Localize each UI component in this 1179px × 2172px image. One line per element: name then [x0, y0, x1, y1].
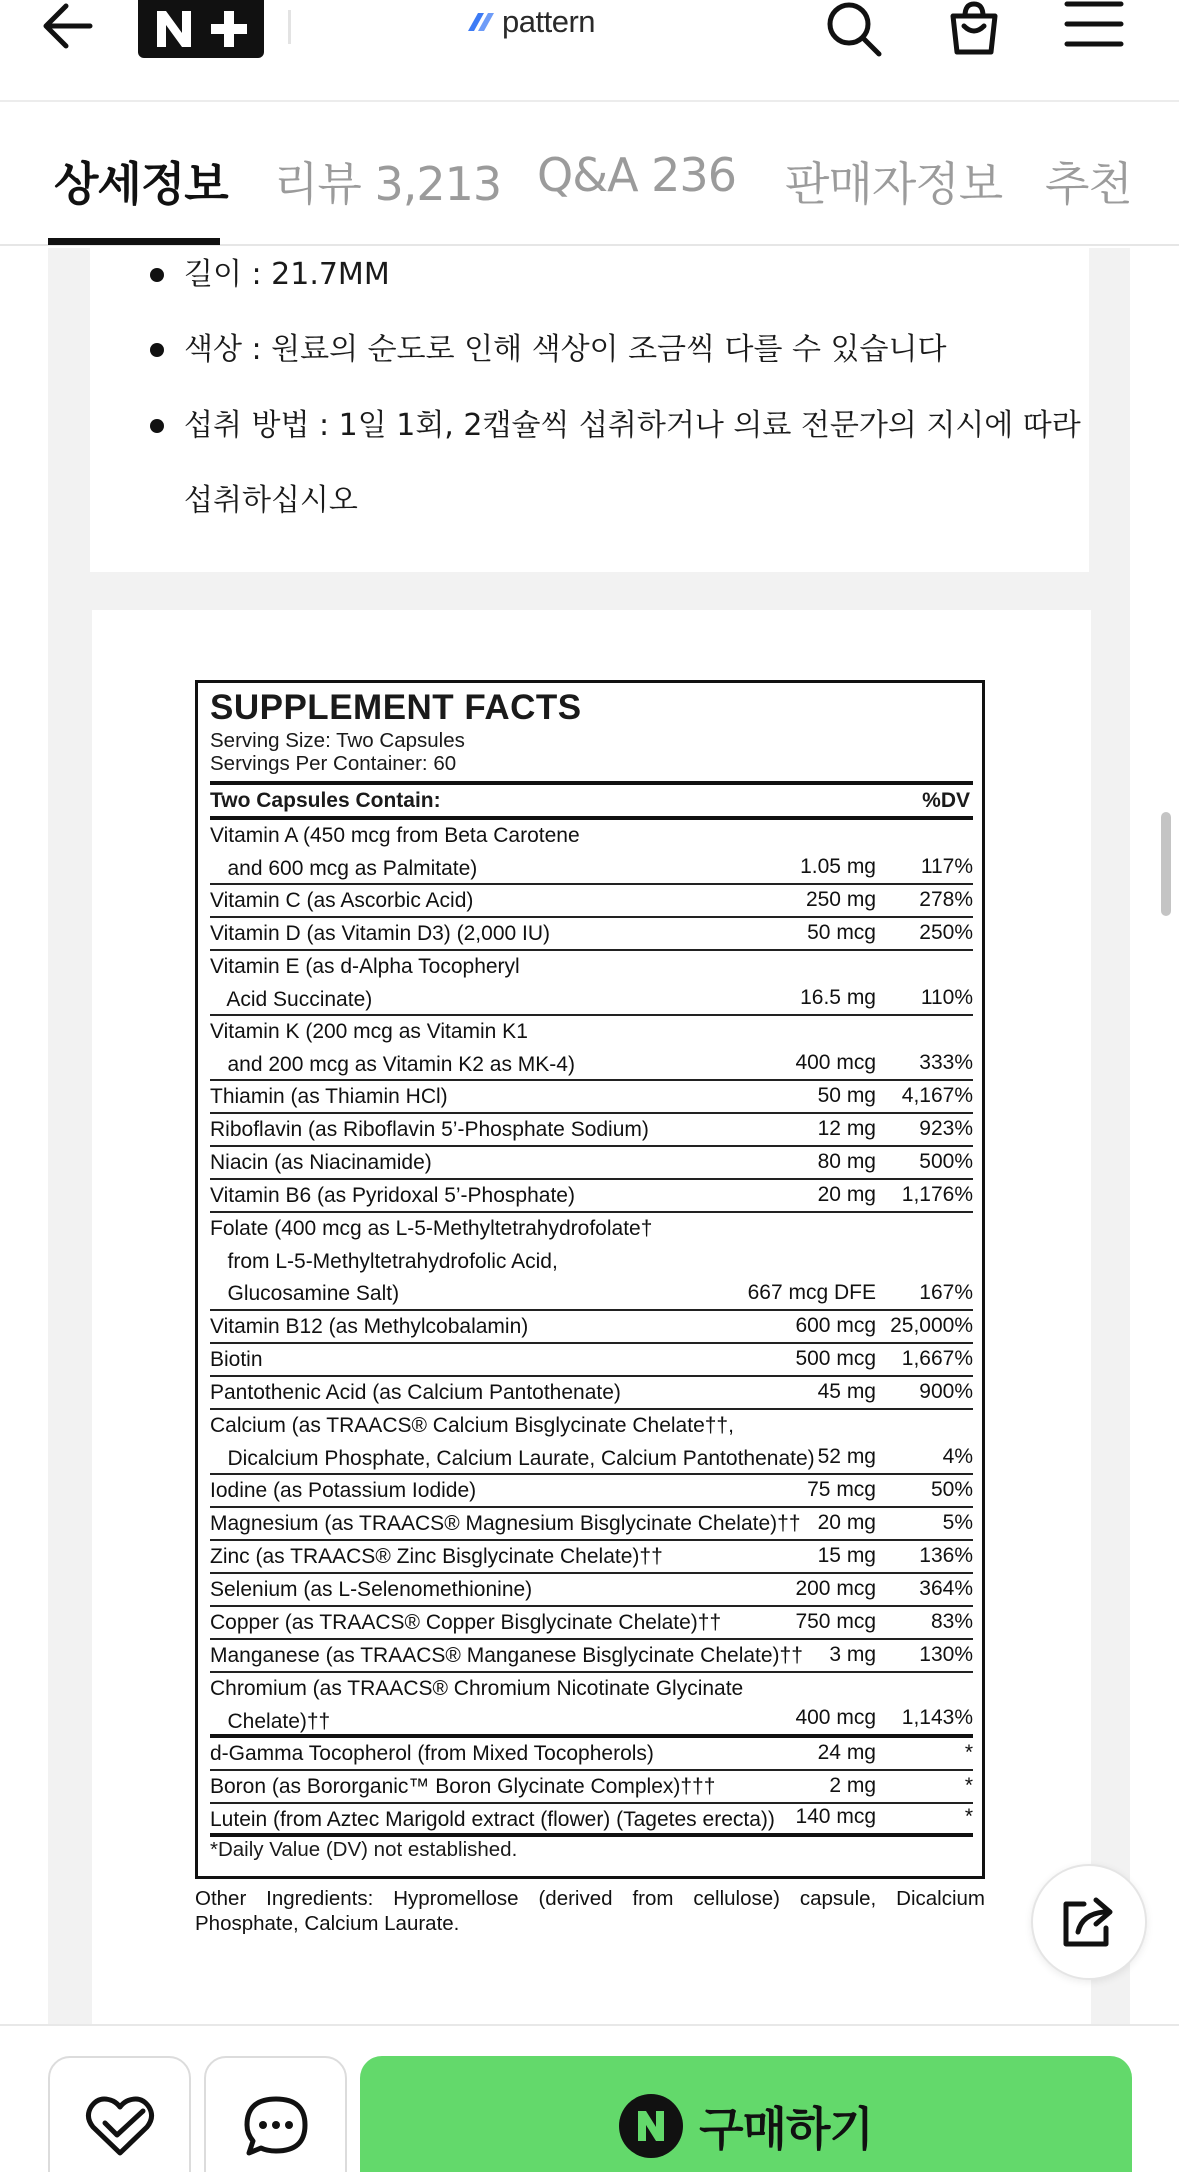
- nutrient-dv: 117%: [920, 855, 973, 878]
- nutrient-name: Biotin: [210, 1348, 263, 1371]
- bottom-action-bar: [0, 2024, 1179, 2172]
- nutrient-amount: 750 mcg: [795, 1610, 876, 1633]
- facts-row: [210, 1738, 973, 1771]
- bullet-dot: [150, 343, 164, 357]
- facts-row: [210, 951, 973, 1016]
- cart-icon: [943, 0, 1005, 58]
- facts-row: [210, 1180, 973, 1213]
- nutrient-name: Vitamin B6 (as Pyridoxal 5’-Phosphate): [210, 1184, 575, 1207]
- nutrient-dv: 83%: [930, 1610, 973, 1633]
- nutrient-name: Niacin (as Niacinamide): [210, 1151, 432, 1174]
- facts-title: SUPPLEMENT FACTS: [210, 688, 582, 727]
- back-arrow-icon: [40, 0, 96, 52]
- facts-row: [210, 1213, 973, 1311]
- nutrient-amount: 1.05 mg: [800, 855, 876, 878]
- nutrient-name: Thiamin (as Thiamin HCl): [210, 1085, 448, 1108]
- nutrient-dv: 25,000%: [890, 1314, 973, 1337]
- nutrient-dv: 167%: [919, 1281, 973, 1304]
- nutrient-amount: 24 mg: [817, 1741, 876, 1764]
- nutrient-amount: 2 mg: [829, 1774, 876, 1797]
- search-button[interactable]: [822, 0, 886, 58]
- tab-reviews[interactable]: 리뷰 3,213: [274, 157, 502, 211]
- nutrient-name: Vitamin D (as Vitamin D3) (2,000 IU): [210, 922, 551, 945]
- facts-row: [210, 1081, 973, 1114]
- nutrient-dv: 1,176%: [901, 1183, 973, 1206]
- nutrient-name: Boron (as Bororganic™ Boron Glycinate Complex)†††: [210, 1775, 716, 1798]
- nutrient-dv: *: [964, 1774, 973, 1797]
- nutrient-name: Selenium (as L-Selenomethionine): [210, 1578, 533, 1601]
- nutrient-amount: 80 mg: [817, 1150, 876, 1173]
- nutrient-amount: 75 mcg: [807, 1478, 876, 1501]
- brand-logo[interactable]: [466, 4, 595, 40]
- wishlist-button[interactable]: [48, 2056, 191, 2172]
- nutrient-amount: 667 mcg DFE: [747, 1281, 876, 1304]
- nutrient-dv: 136%: [919, 1544, 973, 1567]
- nutrient-name: Vitamin B12 (as Methylcobalamin): [210, 1315, 529, 1338]
- nutrient-amount: 20 mg: [817, 1511, 876, 1534]
- facts-row: [210, 1804, 973, 1837]
- facts-row: [210, 1410, 973, 1475]
- tab-qna[interactable]: Q&A 236: [537, 148, 736, 202]
- brand-name: pattern: [502, 4, 596, 39]
- facts-row: [210, 1508, 973, 1541]
- nutrient-name: Riboflavin (as Riboflavin 5’-Phosphate Sodium): [210, 1118, 649, 1141]
- share-icon: [1058, 1894, 1120, 1950]
- nutrient-amount: 20 mg: [817, 1183, 876, 1206]
- menu-icon: [1063, 0, 1125, 58]
- nutrient-dv: 130%: [919, 1643, 973, 1666]
- facts-row: [210, 885, 973, 918]
- facts-row: [210, 1541, 973, 1574]
- facts-footnote: *Daily Value (DV) not established.: [210, 1838, 518, 1861]
- nutrient-amount: 12 mg: [817, 1117, 876, 1140]
- nutrient-name: Calcium (as TRAACS® Calcium Bisglycinate Chelate††, Dicalcium Phosphate, Calcium Laurate, Calcium Pantothenate): [210, 1414, 815, 1470]
- nutrient-amount: 50 mg: [817, 1084, 876, 1107]
- nutrient-name: Copper (as TRAACS® Copper Bisglycinate Chelate)††: [210, 1611, 722, 1634]
- facts-row: [210, 1377, 973, 1410]
- nutrient-dv: 333%: [919, 1051, 973, 1074]
- facts-row: [210, 918, 973, 951]
- nplus-logo[interactable]: [138, 0, 264, 58]
- facts-header-dv: %DV: [922, 789, 970, 812]
- tab-details[interactable]: 상세정보: [54, 157, 228, 211]
- nutrient-dv: 900%: [919, 1380, 973, 1403]
- nutrient-amount: 400 mcg: [795, 1051, 876, 1074]
- nutrient-dv: 110%: [920, 986, 973, 1009]
- facts-divider-bar: [210, 781, 973, 785]
- nutrient-dv: *: [964, 1741, 973, 1764]
- nutrient-name: Vitamin C (as Ascorbic Acid): [210, 889, 474, 912]
- header-divider: [288, 10, 291, 44]
- nutrient-amount: 250 mg: [805, 888, 876, 911]
- share-button[interactable]: [1031, 1864, 1147, 1980]
- nutrient-amount: 45 mg: [817, 1380, 876, 1403]
- nutrient-dv: 5%: [942, 1511, 973, 1534]
- nutrient-amount: 140 mcg: [795, 1805, 876, 1828]
- tab-recommend[interactable]: 추천: [1045, 157, 1132, 211]
- nutrient-name: Chromium (as TRAACS® Chromium Nicotinate Glycinate Chelate)††: [210, 1677, 744, 1733]
- facts-row: [210, 1640, 973, 1673]
- nutrient-dv: 364%: [919, 1577, 973, 1600]
- nutrient-amount: 200 mcg: [795, 1577, 876, 1600]
- facts-row: [210, 1114, 973, 1147]
- facts-column-header: [210, 789, 970, 813]
- nutrient-amount: 50 mcg: [807, 921, 876, 944]
- facts-row: [210, 1574, 973, 1607]
- nutrient-name: Vitamin A (450 mcg from Beta Carotene and 600 mcg as Palmitate): [210, 824, 580, 880]
- nutrient-amount: 3 mg: [829, 1643, 876, 1666]
- facts-row: [210, 1311, 973, 1344]
- nutrient-dv: 1,667%: [901, 1347, 973, 1370]
- nutrient-name: Lutein (from Aztec Marigold extract (flower) (Tagetes erecta)): [210, 1808, 775, 1831]
- top-header: [0, 0, 1179, 102]
- cart-button[interactable]: [942, 0, 1006, 58]
- naver-pay-n-icon: [619, 2094, 683, 2158]
- search-icon: [823, 0, 885, 58]
- nutrient-dv: 4%: [942, 1445, 973, 1468]
- heart-check-icon: [83, 2093, 157, 2159]
- tab-seller-info[interactable]: 판매자정보: [785, 157, 1003, 211]
- nutrient-name: Vitamin K (200 mcg as Vitamin K1 and 200 mcg as Vitamin K2 as MK-4): [210, 1020, 575, 1076]
- nutrient-amount: 16.5 mg: [800, 986, 876, 1009]
- nutrient-dv: 923%: [919, 1117, 973, 1140]
- facts-row: [210, 1016, 973, 1081]
- buy-button-label: 구매하기: [699, 2102, 873, 2156]
- nutrient-amount: 600 mcg: [795, 1314, 876, 1337]
- nutrient-amount: 15 mg: [817, 1544, 876, 1567]
- nutrient-name: Zinc (as TRAACS® Zinc Bisglycinate Chelate)††: [210, 1545, 663, 1568]
- menu-button[interactable]: [1062, 0, 1126, 58]
- nutrient-name: Manganese (as TRAACS® Manganese Bisglycinate Chelate)††: [210, 1644, 803, 1667]
- scrollbar-thumb[interactable]: [1161, 812, 1171, 916]
- facts-row: [210, 1147, 973, 1180]
- nutrient-dv: 250%: [919, 921, 973, 944]
- other-ingredients: Other Ingredients: Hypromellose (derived from cellulose) capsule, Dicalcium Phosphate, Calcium Laurate.: [195, 1887, 985, 1935]
- nutrient-amount: 500 mcg: [795, 1347, 876, 1370]
- nutrient-amount: 52 mg: [817, 1445, 876, 1468]
- nutrient-name: d-Gamma Tocopherol (from Mixed Tocopherols): [210, 1742, 654, 1765]
- nutrient-name: Folate (400 mcg as L-5-Methyltetrahydrofolate† from L-5-Methyltetrahydrofolic Acid, Glucosamine Salt): [210, 1217, 653, 1305]
- facts-row: [210, 820, 973, 885]
- product-tabs: [0, 104, 1179, 246]
- facts-row: [210, 1607, 973, 1640]
- nutrient-dv: 4,167%: [901, 1084, 973, 1107]
- bullet-dot: [150, 419, 164, 433]
- nutrient-name: Iodine (as Potassium Iodide): [210, 1479, 477, 1502]
- supplement-facts-label: [195, 680, 985, 1879]
- nutrient-name: Magnesium (as TRAACS® Magnesium Bisglycinate Chelate)††: [210, 1512, 801, 1535]
- facts-row: [210, 1771, 973, 1804]
- nutrient-dv: 1,143%: [901, 1706, 973, 1729]
- bullet-dot: [150, 268, 164, 282]
- facts-row: [210, 1475, 973, 1508]
- facts-row: [210, 1344, 973, 1377]
- nutrient-dv: *: [964, 1805, 973, 1828]
- pattern-logo-icon: [466, 11, 496, 33]
- nutrient-amount: 400 mcg: [795, 1706, 876, 1729]
- nutrient-dv: 278%: [919, 888, 973, 911]
- serving-size: Serving Size: Two Capsules: [210, 729, 465, 752]
- back-button[interactable]: [40, 0, 100, 52]
- nutrient-dv: 500%: [919, 1150, 973, 1173]
- chat-button[interactable]: [204, 2056, 347, 2172]
- nutrient-dv: 50%: [930, 1478, 973, 1501]
- nutrient-name: Pantothenic Acid (as Calcium Pantothenate): [210, 1381, 621, 1404]
- active-tab-indicator: [48, 238, 220, 245]
- facts-header-label: Two Capsules Contain:: [210, 789, 441, 812]
- facts-row: [210, 1673, 973, 1738]
- buy-button[interactable]: [360, 2056, 1132, 2172]
- servings-per-container: Servings Per Container: 60: [210, 752, 457, 775]
- chat-icon: [241, 2093, 311, 2159]
- nutrient-name: Vitamin E (as d-Alpha Tocopheryl Acid Succinate): [210, 955, 520, 1011]
